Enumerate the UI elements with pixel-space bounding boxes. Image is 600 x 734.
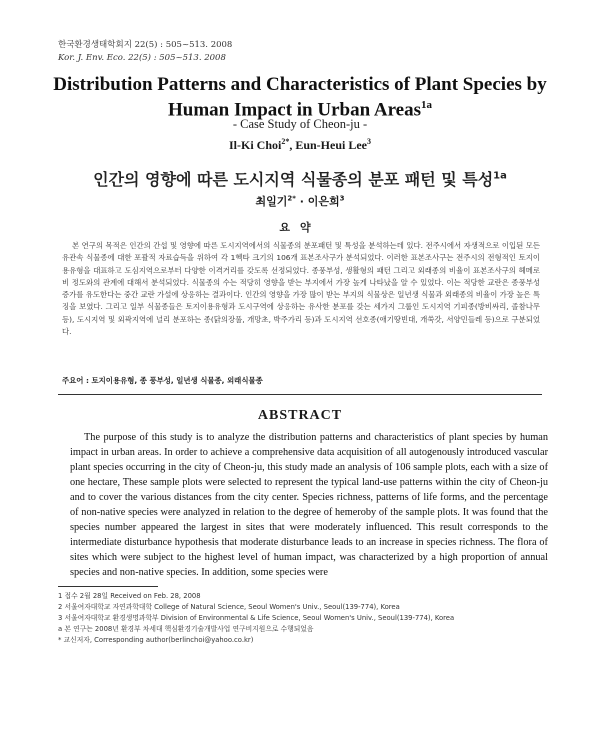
authors-en <box>0 137 600 153</box>
author-2-en-mark: 3 <box>367 137 371 146</box>
paper-subtitle-en: - Case Study of Cheon-ju - <box>232 117 368 131</box>
author-2-en: Eun-Heui Lee <box>295 138 367 152</box>
author-2-ko-mark: 3 <box>339 194 345 203</box>
title-en-line1: Distribution Patterns and Characteristics of Plant Species by <box>53 74 547 95</box>
journal-header <box>58 39 232 65</box>
title-ko-footnote-mark: 1a <box>493 170 507 182</box>
footnote-text: 서울여자대학교 자연과학대학 College of Natural Science, Seoul Women's Univ., Seoul(139-774), Korea <box>64 603 400 611</box>
author-separator-ko: · <box>295 195 308 208</box>
footnote-3 <box>58 613 548 624</box>
footnote-1 <box>58 591 548 602</box>
footnote-mark: * <box>58 636 62 644</box>
abstract-ko-heading: 요약 <box>279 221 321 234</box>
footnotes <box>58 591 548 646</box>
footnote-mark: a <box>58 625 63 633</box>
abstract-en-heading: ABSTRACT <box>257 408 343 423</box>
abstract-ko-body: 본 연구의 목적은 인간의 간섭 및 영향에 따른 도시지역에서의 식물종의 분포패턴 및 특성을 분석하는데 있다. 전주시에서 자생적으로 이입된 모든 유관속 식물종에 대한 포괄적 자료습득을 위하여 각 1헥타 크기의 106개 표본조사구가 분석되었다. 이러한 표본조사구는 전주시의 전형적인 토지이용유형을 대표하고 도심지역으로부터 다양한 이격거리를 갖도록 선정되었다. 종풍부성, 생활형의 패턴 그리고 외래종의 비율이 표본조사구의 헤메로비 정도와의 관계에 대해서 분석되었다. 식물종의 수는 적당히 영향을 받는 부지에서 가장 높게 나타났을 알 수 있었다. 이는 적당한 교란은 종풍부성 증가를 유도한다는 중간 교란 가설에 상응하는 결과이다. 인간의 영향을 가장 많이 받는 부지의 식물상은 일년생 식물과 외래종의 비율이 가장 높은 특징을 보였다. 그리고 일부 식물종들은 토지이용유형과 도시구역에 상응하는 유사한 분포를 갖는 세가지 그룹인 도시지역 기피종(방비싸리, 졸참나무 등), 도시지역 및 외곽지역에 널리 분포하는 종(닭의장풀, 개망초, 박주가리 등)과 도시지역 선호종(애기땅빈대, 개쑥갓, 서양민들레 등)으로 구분되었다. <box>62 241 540 337</box>
authors-ko <box>0 193 600 209</box>
footnote-text: 본 연구는 2008년 환경부 차세대 핵심환경기술개발사업 연구비지원으로 수행되었음 <box>64 625 314 633</box>
author-2-ko: 이은희 <box>307 195 340 208</box>
author-1-en: Il-Ki Choi <box>228 138 282 152</box>
paper-title-ko <box>0 167 600 190</box>
author-1-ko: 최일기 <box>255 195 288 208</box>
paper-title-en <box>20 74 580 120</box>
title-ko-text: 인간의 영향에 따른 도시지역 식물종의 분포 패턴 및 특성 <box>93 170 494 189</box>
journal-citation-en: Kor. J. Env. Eco. 22(5) : 505~513. 2008 <box>58 53 226 63</box>
footnote-mark: 3 <box>58 614 63 622</box>
section-divider <box>58 394 542 395</box>
title-en-footnote-mark: 1a <box>421 99 432 111</box>
journal-citation-ko: 한국환경생태학회지 22(5) : 505~513. 2008 <box>58 40 233 50</box>
keywords-ko: 주요어 : 토지이용유형, 종 풍부성, 일년생 식물종, 외래식물종 <box>62 376 263 385</box>
abstract-en-body: The purpose of this study is to analyze the distribution patterns and characteristics of plant species by human impact in urban areas. In order to achieve a comprehensive data acquisition of all autogenously introduced vascular plant species occurring in the city of Cheon-ju, this study made an analysis of 106 sample plots, each with a size of one hectare, These sample plots were selected to represent the typical land-use patterns within the city of Cheon-ju and to cover the various distances from the city center. Species richness, patterns of life forms, and the percentage of non-native species were analyzed in relation to the degree of hemeroby of the sample plots. It was found that the species number appeared the largest in sites that were moderately influenced. This result corresponds to the intermediate disturbance hypothesis that moderate disturbance leads to an increase in species richness. The flora of sites which were subject to the highest level of human impact, was characterized by a high proportion of annual species and non-native species. In addition, some species were <box>70 432 548 578</box>
footnote-mark: 1 <box>58 592 63 600</box>
author-1-en-mark: 2* <box>281 137 290 146</box>
footnote-text: 서울여자대학교 환경생명과학부 Division of Environmental & Life Science, Seoul Women's Univ., Seoul(139-774), Korea <box>64 614 455 622</box>
title-en-line2: Human Impact in Urban Areas <box>167 99 421 121</box>
footnote-divider <box>58 586 158 587</box>
footnote-mark: 2 <box>58 603 63 611</box>
author-separator-en: , <box>289 138 296 152</box>
author-1-ko-mark: 2* <box>287 194 296 203</box>
footnote-a <box>58 624 548 635</box>
footnote-text: 접수 2월 28일 Received on Feb. 28, 2008 <box>64 592 201 600</box>
footnote-corresponding <box>58 635 548 646</box>
footnote-text: 교신저자, Corresponding author(berlinchoi@yahoo.co.kr) <box>63 636 254 644</box>
footnote-2 <box>58 602 548 613</box>
